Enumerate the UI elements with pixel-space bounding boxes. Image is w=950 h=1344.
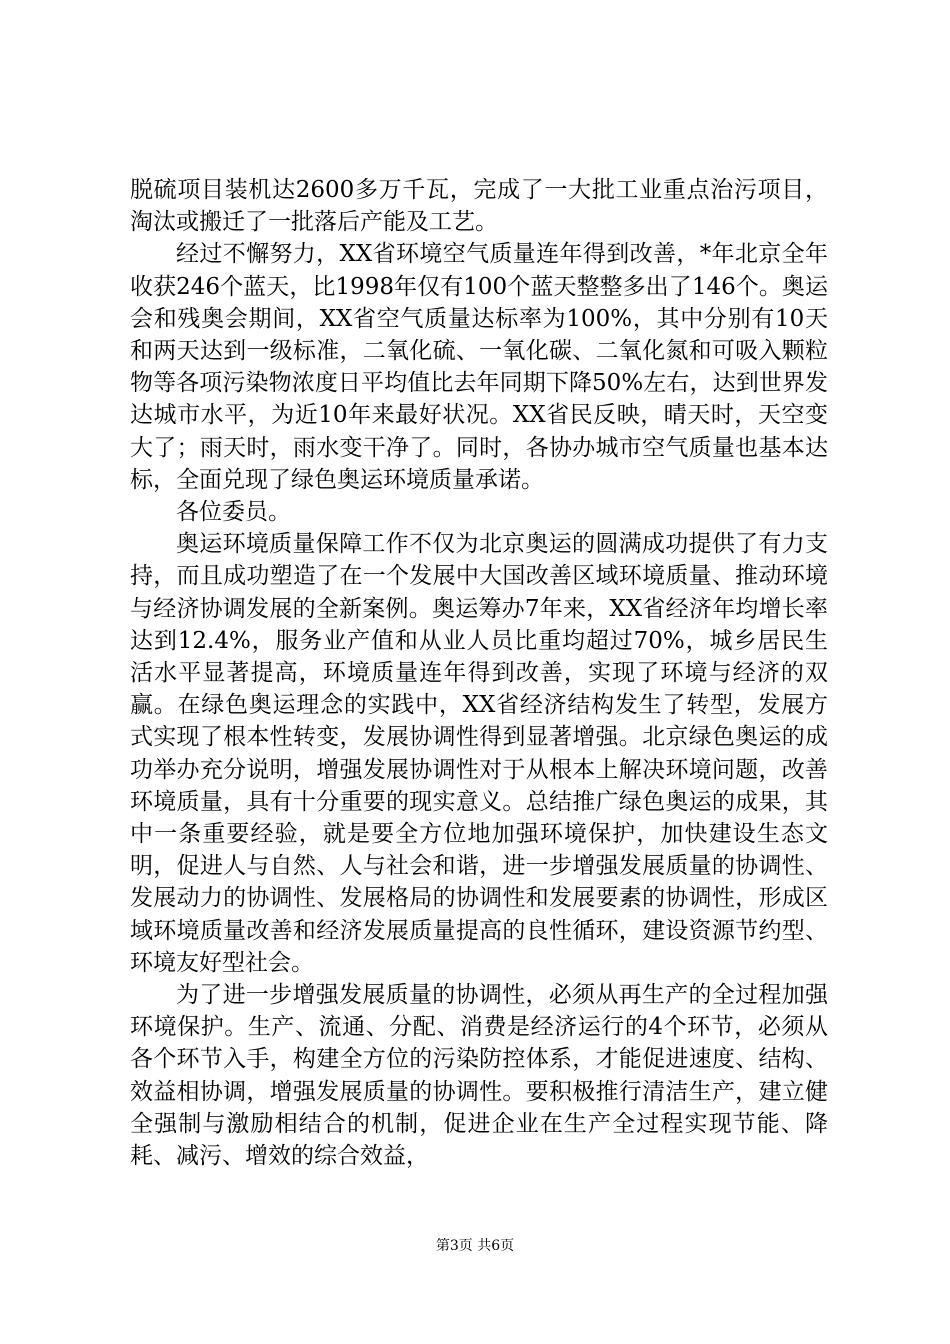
document-body bbox=[130, 174, 828, 1172]
paragraph-olympic-experience: 奥运环境质量保障工作不仅为北京奥运的圆满成功提供了有力支持，而且成功塑造了在一个发展中大国改善区域环境质量、推动环境与经济协调发展的全新案例。奥运筹办7年来，XX省经济年均增长率达到12.4%，服务业产值和从业人员比重均超过70%，城乡居民生活水平显著提高，环境质量连年得到改善，实现了环境与经济的双赢。在绿色奥运理念的实践中，XX省经济结构发生了转型，发展方式实现了根本性转变，发展协调性得到显著增强。北京绿色奥运的成功举办充分说明，增强发展协调性对于从根本上解决环境问题，改善环境质量，具有十分重要的现实意义。总结推广绿色奥运的成果，其中一条重要经验，就是要全方位地加强环境保护，加快建设生态文明，促进人与自然、人与社会和谐，进一步增强发展质量的协调性、发展动力的协调性、发展格局的协调性和发展要素的协调性，形成区域环境质量改善和经济发展质量提高的良性循环，建设资源节约型、环境友好型社会。 bbox=[130, 531, 828, 976]
paragraph-salutation: 各位委员。 bbox=[176, 499, 291, 526]
paragraph-air-quality: 经过不懈努力，XX省环境空气质量连年得到改善，*年北京全年收获246个蓝天，比1998年仅有100个蓝天整整多出了146个。奥运会和残奥会期间，XX省空气质量达标率为100%，其中分别有10天和两天达到一级标准，二氧化硫、一氧化碳、二氧化氮和可吸入颗粒物等各项污染物浓度日平均值比去年同期下降50%左右，达到世界发达城市水平，为近10年来最好状况。XX省民反映，晴天时，天空变大了；雨天时，雨水变干净了。同时，各协办城市空气质量也基本达标，全面兑现了绿色奥运环境质量承诺。 bbox=[130, 241, 828, 493]
paragraph-production-process: 为了进一步增强发展质量的协调性，必须从再生产的全过程加强环境保护。生产、流通、分配、消费是经济运行的4个环节，必须从各个环节入手，构建全方位的污染防控体系，才能促进速度、结构、效益相协调，增强发展质量的协调性。要积极推行清洁生产，建立健全强制与激励相结合的机制，促进企业在生产全过程实现节能、降耗、减污、增效的综合效益， bbox=[130, 982, 828, 1170]
paragraph-continuation: 脱硫项目装机达2600多万千瓦，完成了一大批工业重点治污项目，淘汰或搬迁了一批落后产能及工艺。 bbox=[130, 177, 828, 236]
page-number-footer: 第3页 共6页 bbox=[435, 1238, 515, 1254]
